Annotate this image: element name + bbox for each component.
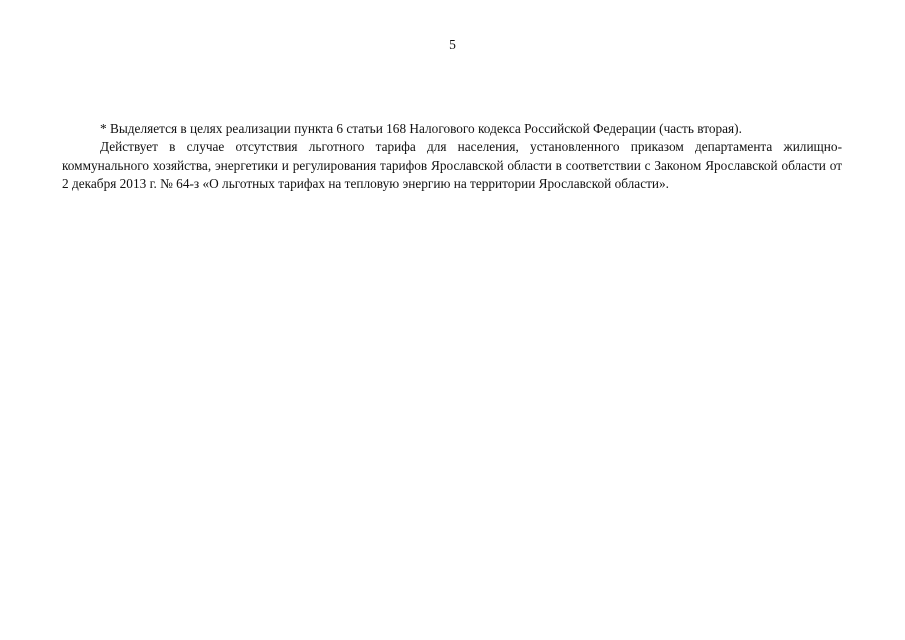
footnotes-section [62,120,842,194]
page-number: 5 [449,37,456,52]
footnote-tariff-note: Действует в случае отсутствия льготного тарифа для населения, установленного приказом департамента жилищно-коммунального хозяйства, энергетики и регулирования тарифов Ярославской области в соответствии с Законом Ярославской области от 2 декабря 2013 г. № 64-з «О льготных тарифах на тепловую энергию на территории Ярославской области». [62,139,842,192]
footnote-vat-note: * Выделяется в целях реализации пункта 6 статьи 168 Налогового кодекса Российской Федерации (часть вторая). [100,121,742,136]
